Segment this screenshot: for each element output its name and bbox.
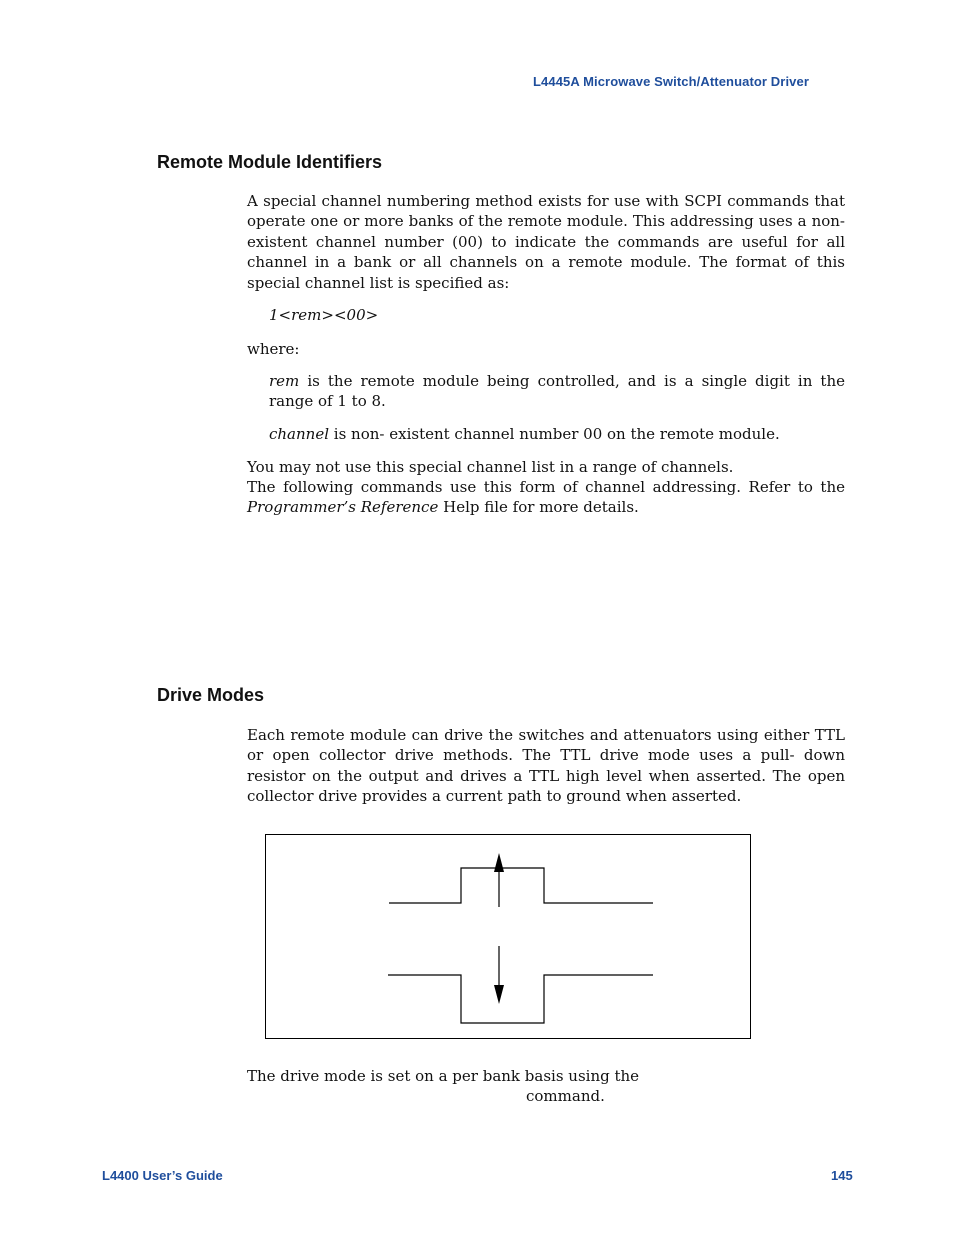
channel-term: channel	[269, 425, 329, 443]
footer-guide-title: L4400 User’s Guide	[102, 1168, 223, 1183]
reference-note-tail: Help file for more details.	[443, 498, 639, 517]
section-heading-drive-modes: Drive Modes	[157, 685, 265, 705]
remote-identifiers-intro: A special channel numbering method exists for use with SCPI commands that operate one or more banks of the remote module. This addressing uses a non- existent channel number (00) to indicate the commands are useful for all channel in a bank or all channels on a remote module. The format of this special channel list is specified as:	[247, 192, 845, 292]
rem-term: rem	[269, 372, 300, 390]
footer-page-number: 145	[831, 1168, 853, 1183]
channel-description: is non- existent channel number 00 on the remote module.	[333, 425, 780, 443]
down-arrow-icon	[494, 985, 504, 1004]
ttl-high-pulse-waveform	[389, 868, 653, 903]
up-arrow-icon	[494, 853, 504, 872]
drive-mode-setting-line1: The drive mode is set on a per bank basis using the	[247, 1067, 640, 1085]
drive-mode-figure	[265, 834, 751, 1039]
drive-modes-intro: Each remote module can drive the switches and attenuators using either TTL or open collector drive methods. The TTL drive mode uses a pull- down resistor on the output and drives a TTL high level when asserted. The open collector drive provides a current path to ground when asserted.	[247, 726, 845, 806]
section-heading-remote-module-identifiers: Remote Module Identifiers	[157, 152, 383, 172]
drive-mode-waveforms	[266, 835, 750, 1038]
range-note: You may not use this special channel list in a range of channels.	[247, 458, 734, 476]
programmers-reference-title: Programmer’s Reference	[247, 498, 439, 517]
reference-note	[247, 477, 845, 518]
rem-definition	[269, 371, 845, 412]
channel-definition	[269, 424, 845, 444]
drive-mode-setting-line2: command.	[526, 1087, 605, 1105]
where-label: where:	[247, 340, 300, 358]
rem-description: is the remote module being controlled, and is a single digit in the range of 1 to 8.	[269, 372, 845, 411]
open-collector-low-pulse-waveform	[388, 975, 653, 1023]
channel-list-format: 1<rem><00>	[269, 306, 379, 324]
running-header: L4445A Microwave Switch/Attenuator Driver	[533, 74, 809, 89]
reference-note-lead: The following commands use this form of channel addressing. Refer to the	[247, 478, 845, 496]
